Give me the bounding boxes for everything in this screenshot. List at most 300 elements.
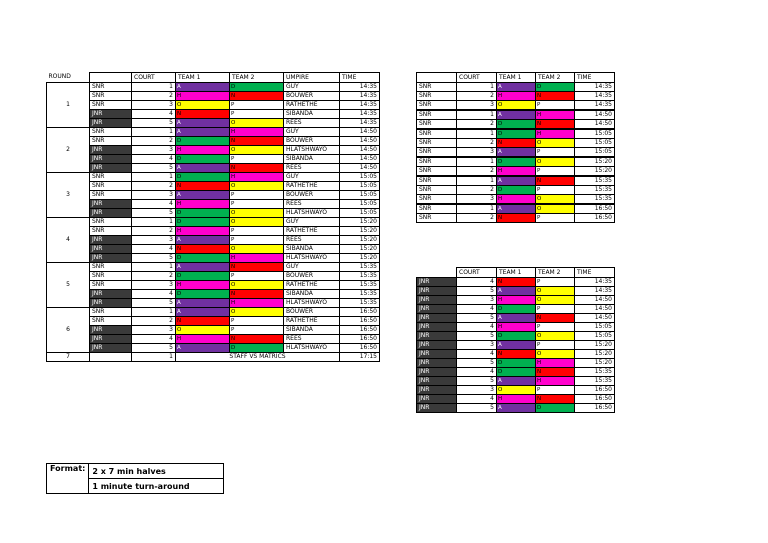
table-row: [417, 176, 615, 186]
court-cell: 2: [457, 167, 497, 177]
time-cell: 15:05: [575, 129, 615, 139]
court-cell: 3: [457, 386, 497, 395]
court-cell: 1: [132, 83, 176, 92]
team1-cell: A: [497, 404, 536, 413]
level-cell: SNR: [417, 120, 457, 130]
team2-cell: P: [536, 101, 575, 111]
header-level: [90, 73, 132, 83]
team2-cell: N: [536, 395, 575, 404]
time-cell: 14:35: [575, 278, 615, 287]
court-cell: 4: [132, 245, 176, 254]
umpire-cell: REES: [284, 335, 340, 344]
table-row: [47, 290, 380, 299]
level-cell: SNR: [417, 101, 457, 111]
table-row: [47, 155, 380, 164]
team1-cell: A: [176, 308, 230, 317]
team1-cell: D: [176, 209, 230, 218]
level-cell: SNR: [90, 218, 132, 227]
table-row: [417, 323, 615, 332]
time-cell: 14:50: [575, 120, 615, 130]
time-cell: 14:35: [575, 92, 615, 101]
time-cell: 14:50: [340, 146, 380, 155]
team1-cell: N: [497, 214, 536, 223]
snr-header-time: TIME: [575, 73, 615, 83]
time-cell: 14:35: [340, 119, 380, 128]
table-row: [47, 227, 380, 236]
team2-cell: P: [536, 148, 575, 158]
round-number: 1: [47, 83, 90, 128]
team2-cell: O: [230, 281, 284, 290]
team1-cell: H: [497, 195, 536, 205]
level-cell: SNR: [417, 157, 457, 167]
umpire-cell: BOUWER: [284, 92, 340, 101]
time-cell: 15:20: [575, 359, 615, 368]
court-cell: 3: [457, 101, 497, 111]
time-cell: 16:50: [575, 404, 615, 413]
team1-cell: A: [497, 377, 536, 386]
level-cell: [90, 353, 132, 362]
umpire-cell: SIBANDA: [284, 110, 340, 119]
court-cell: 5: [132, 254, 176, 263]
time-cell: 14:35: [575, 287, 615, 296]
time-cell: 15:05: [340, 173, 380, 182]
team2-cell: O: [536, 195, 575, 205]
table-row: [47, 83, 380, 92]
level-cell: JNR: [417, 350, 457, 359]
time-cell: 15:20: [575, 341, 615, 350]
time-cell: 15:05: [340, 182, 380, 191]
team2-cell: P: [536, 278, 575, 287]
team2-cell: P: [536, 341, 575, 350]
team2-cell: N: [536, 92, 575, 101]
table-row: [417, 167, 615, 177]
court-cell: 2: [457, 120, 497, 130]
jnr-header-court: COURT: [457, 268, 497, 278]
level-cell: SNR: [90, 173, 132, 182]
round-number: 5: [47, 263, 90, 308]
court-cell: 3: [132, 101, 176, 110]
time-cell: 15:20: [575, 167, 615, 177]
team2-cell: N: [230, 263, 284, 272]
team1-cell: H: [176, 92, 230, 101]
team2-cell: P: [230, 317, 284, 326]
level-cell: SNR: [417, 195, 457, 205]
umpire-cell: REES: [284, 164, 340, 173]
time-cell: 16:50: [575, 395, 615, 404]
level-cell: JNR: [417, 368, 457, 377]
court-cell: 1: [132, 263, 176, 272]
table-row: [47, 335, 380, 344]
team1-cell: H: [497, 395, 536, 404]
team2-cell: H: [536, 110, 575, 120]
level-cell: JNR: [417, 404, 457, 413]
level-cell: JNR: [90, 245, 132, 254]
team1-cell: H: [176, 227, 230, 236]
table-row: [417, 332, 615, 341]
team2-cell: N: [536, 368, 575, 377]
main-schedule-table: [46, 72, 380, 362]
round-number: 6: [47, 308, 90, 353]
time-cell: 14:50: [340, 164, 380, 173]
level-cell: JNR: [90, 164, 132, 173]
table-row: [417, 92, 615, 101]
team2-cell: D: [230, 344, 284, 353]
level-cell: JNR: [417, 341, 457, 350]
table-row: [417, 186, 615, 195]
table-row: [417, 314, 615, 323]
level-cell: SNR: [417, 148, 457, 158]
team1-cell: A: [176, 83, 230, 92]
header-time: TIME: [340, 73, 380, 83]
team2-cell: P: [230, 227, 284, 236]
level-cell: SNR: [417, 204, 457, 214]
time-cell: 16:50: [575, 204, 615, 214]
snr-header-court: COURT: [457, 73, 497, 83]
team2-cell: P: [536, 323, 575, 332]
court-cell: 4: [132, 290, 176, 299]
table-row: [47, 128, 380, 137]
jnr-header-time: TIME: [575, 268, 615, 278]
team2-cell: H: [536, 129, 575, 139]
time-cell: 15:05: [575, 323, 615, 332]
table-row: [47, 317, 380, 326]
umpire-cell: HLATSHWAYO: [284, 146, 340, 155]
team1-cell: A: [176, 191, 230, 200]
time-cell: 15:05: [575, 148, 615, 158]
team1-cell: A: [497, 176, 536, 186]
team1-cell: A: [176, 119, 230, 128]
level-cell: JNR: [90, 146, 132, 155]
team2-cell: O: [230, 182, 284, 191]
team2-cell: O: [230, 146, 284, 155]
team1-cell: A: [176, 344, 230, 353]
level-cell: SNR: [417, 92, 457, 101]
umpire-cell: RATHETHE: [284, 101, 340, 110]
level-cell: JNR: [417, 314, 457, 323]
time-cell: 16:50: [340, 326, 380, 335]
table-row: [417, 195, 615, 205]
court-cell: 3: [457, 296, 497, 305]
umpire-cell: HLATSHWAYO: [284, 344, 340, 353]
team2-cell: D: [536, 83, 575, 92]
table-row: [47, 254, 380, 263]
level-cell: JNR: [417, 332, 457, 341]
court-cell: 3: [457, 195, 497, 205]
umpire-cell: RATHETHE: [284, 281, 340, 290]
team2-cell: O: [230, 209, 284, 218]
umpire-cell: GUY: [284, 263, 340, 272]
team2-cell: P: [536, 214, 575, 223]
team1-cell: A: [176, 299, 230, 308]
format-line-1: 2 x 7 min halves: [89, 464, 224, 479]
team2-cell: P: [230, 236, 284, 245]
team1-cell: N: [497, 350, 536, 359]
court-cell: 3: [132, 281, 176, 290]
team1-cell: A: [497, 204, 536, 214]
time-cell: 15:35: [340, 263, 380, 272]
umpire-cell: RATHETHE: [284, 317, 340, 326]
format-line-2: 1 minute turn-around: [89, 479, 224, 494]
table-row: [47, 173, 380, 182]
team2-cell: D: [536, 404, 575, 413]
team2-cell: N: [230, 164, 284, 173]
umpire-cell: GUY: [284, 218, 340, 227]
team2-cell: O: [536, 204, 575, 214]
court-cell: 1: [132, 218, 176, 227]
level-cell: JNR: [417, 278, 457, 287]
time-cell: 16:50: [340, 344, 380, 353]
team2-cell: H: [230, 128, 284, 137]
level-cell: JNR: [90, 254, 132, 263]
time-cell: 16:50: [340, 317, 380, 326]
umpire-cell: HLATSHWAYO: [284, 254, 340, 263]
team2-cell: P: [230, 110, 284, 119]
team1-cell: D: [497, 157, 536, 167]
level-cell: SNR: [90, 101, 132, 110]
team1-cell: D: [497, 368, 536, 377]
team1-cell: O: [497, 386, 536, 395]
jnr-header-row: [417, 268, 615, 278]
umpire-cell: REES: [284, 200, 340, 209]
time-cell: 16:50: [340, 335, 380, 344]
level-cell: JNR: [90, 200, 132, 209]
court-cell: 5: [457, 404, 497, 413]
table-row: [47, 281, 380, 290]
team1-cell: D: [176, 137, 230, 146]
team1-cell: D: [497, 129, 536, 139]
court-cell: 5: [457, 287, 497, 296]
level-cell: JNR: [90, 299, 132, 308]
level-cell: SNR: [417, 167, 457, 177]
table-row: [417, 341, 615, 350]
court-cell: 3: [457, 148, 497, 158]
level-cell: SNR: [90, 191, 132, 200]
table-row: [47, 209, 380, 218]
level-cell: JNR: [90, 110, 132, 119]
team1-cell: O: [176, 326, 230, 335]
team2-cell: N: [230, 92, 284, 101]
snr-schedule-table: [416, 72, 615, 223]
umpire-cell: HLATSHWAYO: [284, 299, 340, 308]
team1-cell: A: [497, 287, 536, 296]
table-row: [417, 204, 615, 214]
table-row: [47, 308, 380, 317]
umpire-cell: SIBANDA: [284, 245, 340, 254]
time-cell: 14:50: [340, 155, 380, 164]
time-cell: 14:50: [575, 314, 615, 323]
level-cell: JNR: [417, 305, 457, 314]
court-cell: 5: [132, 299, 176, 308]
team1-cell: A: [497, 83, 536, 92]
court-cell: 3: [132, 146, 176, 155]
umpire-cell: BOUWER: [284, 272, 340, 281]
time-cell: 15:35: [575, 368, 615, 377]
umpire-cell: REES: [284, 236, 340, 245]
time-cell: 15:35: [340, 272, 380, 281]
time-cell: 15:20: [575, 157, 615, 167]
team1-cell: H: [497, 167, 536, 177]
level-cell: JNR: [90, 236, 132, 245]
court-cell: 4: [457, 368, 497, 377]
court-cell: 5: [457, 332, 497, 341]
team2-cell: O: [536, 157, 575, 167]
court-cell: 1: [132, 353, 176, 362]
court-cell: 1: [132, 173, 176, 182]
team1-cell: H: [497, 92, 536, 101]
table-row: [417, 287, 615, 296]
court-cell: 3: [132, 236, 176, 245]
court-cell: 1: [457, 176, 497, 186]
team2-cell: P: [230, 272, 284, 281]
court-cell: 4: [457, 305, 497, 314]
team1-cell: N: [497, 139, 536, 148]
time-cell: 16:50: [575, 386, 615, 395]
court-cell: 5: [457, 359, 497, 368]
team2-cell: N: [536, 176, 575, 186]
level-cell: SNR: [90, 281, 132, 290]
table-row: [417, 139, 615, 148]
round-number: 2: [47, 128, 90, 173]
court-cell: 4: [457, 278, 497, 287]
time-cell: 14:35: [340, 101, 380, 110]
team1-cell: N: [176, 317, 230, 326]
table-row: [47, 326, 380, 335]
time-cell: 14:50: [340, 128, 380, 137]
final-label: STAFF VS MATRICS: [176, 353, 340, 362]
table-row: [47, 164, 380, 173]
level-cell: JNR: [90, 335, 132, 344]
table-row: [417, 157, 615, 167]
level-cell: JNR: [417, 377, 457, 386]
table-row: [47, 245, 380, 254]
team1-cell: D: [497, 305, 536, 314]
team2-cell: P: [230, 155, 284, 164]
court-cell: 5: [132, 209, 176, 218]
table-row: [417, 395, 615, 404]
team1-cell: A: [176, 128, 230, 137]
table-row: [417, 278, 615, 287]
court-cell: 1: [457, 157, 497, 167]
time-cell: 15:20: [340, 245, 380, 254]
time-cell: 15:20: [340, 236, 380, 245]
team1-cell: D: [176, 272, 230, 281]
team1-cell: H: [497, 296, 536, 305]
level-cell: SNR: [417, 83, 457, 92]
team2-cell: H: [536, 359, 575, 368]
table-row: [417, 368, 615, 377]
table-row: [47, 200, 380, 209]
table-row: [417, 359, 615, 368]
level-cell: JNR: [90, 326, 132, 335]
umpire-cell: HLATSHWAYO: [284, 209, 340, 218]
time-cell: 15:35: [575, 176, 615, 186]
final-row: [47, 353, 380, 362]
table-row: [47, 272, 380, 281]
team1-cell: D: [497, 359, 536, 368]
team1-cell: D: [497, 332, 536, 341]
team2-cell: O: [536, 332, 575, 341]
court-cell: 4: [132, 200, 176, 209]
team2-cell: P: [536, 386, 575, 395]
team2-cell: P: [230, 191, 284, 200]
team2-cell: O: [536, 139, 575, 148]
team2-cell: O: [536, 287, 575, 296]
table-row: [47, 236, 380, 245]
level-cell: SNR: [90, 83, 132, 92]
team1-cell: O: [497, 101, 536, 111]
jnr-header-team2: TEAM 2: [536, 268, 575, 278]
time-cell: 14:50: [575, 110, 615, 120]
level-cell: JNR: [417, 287, 457, 296]
table-row: [47, 146, 380, 155]
time-cell: 15:35: [575, 377, 615, 386]
court-cell: 4: [132, 155, 176, 164]
team2-cell: H: [230, 173, 284, 182]
team1-cell: A: [497, 110, 536, 120]
umpire-cell: RATHETHE: [284, 227, 340, 236]
court-cell: 3: [132, 326, 176, 335]
level-cell: JNR: [90, 209, 132, 218]
team1-cell: D: [176, 155, 230, 164]
time-cell: 14:35: [575, 83, 615, 92]
time-cell: 15:05: [340, 200, 380, 209]
level-cell: JNR: [90, 155, 132, 164]
team1-cell: D: [176, 254, 230, 263]
team1-cell: D: [497, 186, 536, 195]
level-cell: SNR: [417, 214, 457, 223]
round-number: 7: [47, 353, 90, 362]
table-row: [417, 83, 615, 92]
court-cell: 1: [132, 128, 176, 137]
level-cell: SNR: [90, 263, 132, 272]
team2-cell: P: [536, 167, 575, 177]
level-cell: SNR: [90, 308, 132, 317]
court-cell: 3: [132, 191, 176, 200]
team1-cell: D: [176, 173, 230, 182]
team2-cell: N: [536, 120, 575, 130]
team1-cell: A: [497, 148, 536, 158]
main-header-row: [47, 73, 380, 83]
level-cell: JNR: [417, 395, 457, 404]
team1-cell: N: [176, 245, 230, 254]
format-box: [46, 463, 224, 494]
team1-cell: H: [176, 200, 230, 209]
court-cell: 2: [457, 139, 497, 148]
snr-header-team1: TEAM 1: [497, 73, 536, 83]
court-cell: 2: [457, 214, 497, 223]
time-cell: 14:35: [340, 92, 380, 101]
court-cell: 2: [132, 137, 176, 146]
time-cell: 14:50: [575, 305, 615, 314]
time-cell: 15:05: [575, 332, 615, 341]
team2-cell: H: [230, 254, 284, 263]
snr-header-level: [417, 73, 457, 83]
time-cell: 15:20: [340, 254, 380, 263]
level-cell: SNR: [417, 139, 457, 148]
round-number: 4: [47, 218, 90, 263]
jnr-header-level: [417, 268, 457, 278]
table-row: [417, 110, 615, 120]
table-row: [417, 305, 615, 314]
time-cell: 15:05: [340, 191, 380, 200]
table-row: [47, 92, 380, 101]
table-row: [417, 148, 615, 158]
level-cell: SNR: [417, 129, 457, 139]
level-cell: SNR: [90, 227, 132, 236]
umpire-cell: BOUWER: [284, 191, 340, 200]
court-cell: 4: [457, 323, 497, 332]
time-cell: 15:35: [340, 290, 380, 299]
